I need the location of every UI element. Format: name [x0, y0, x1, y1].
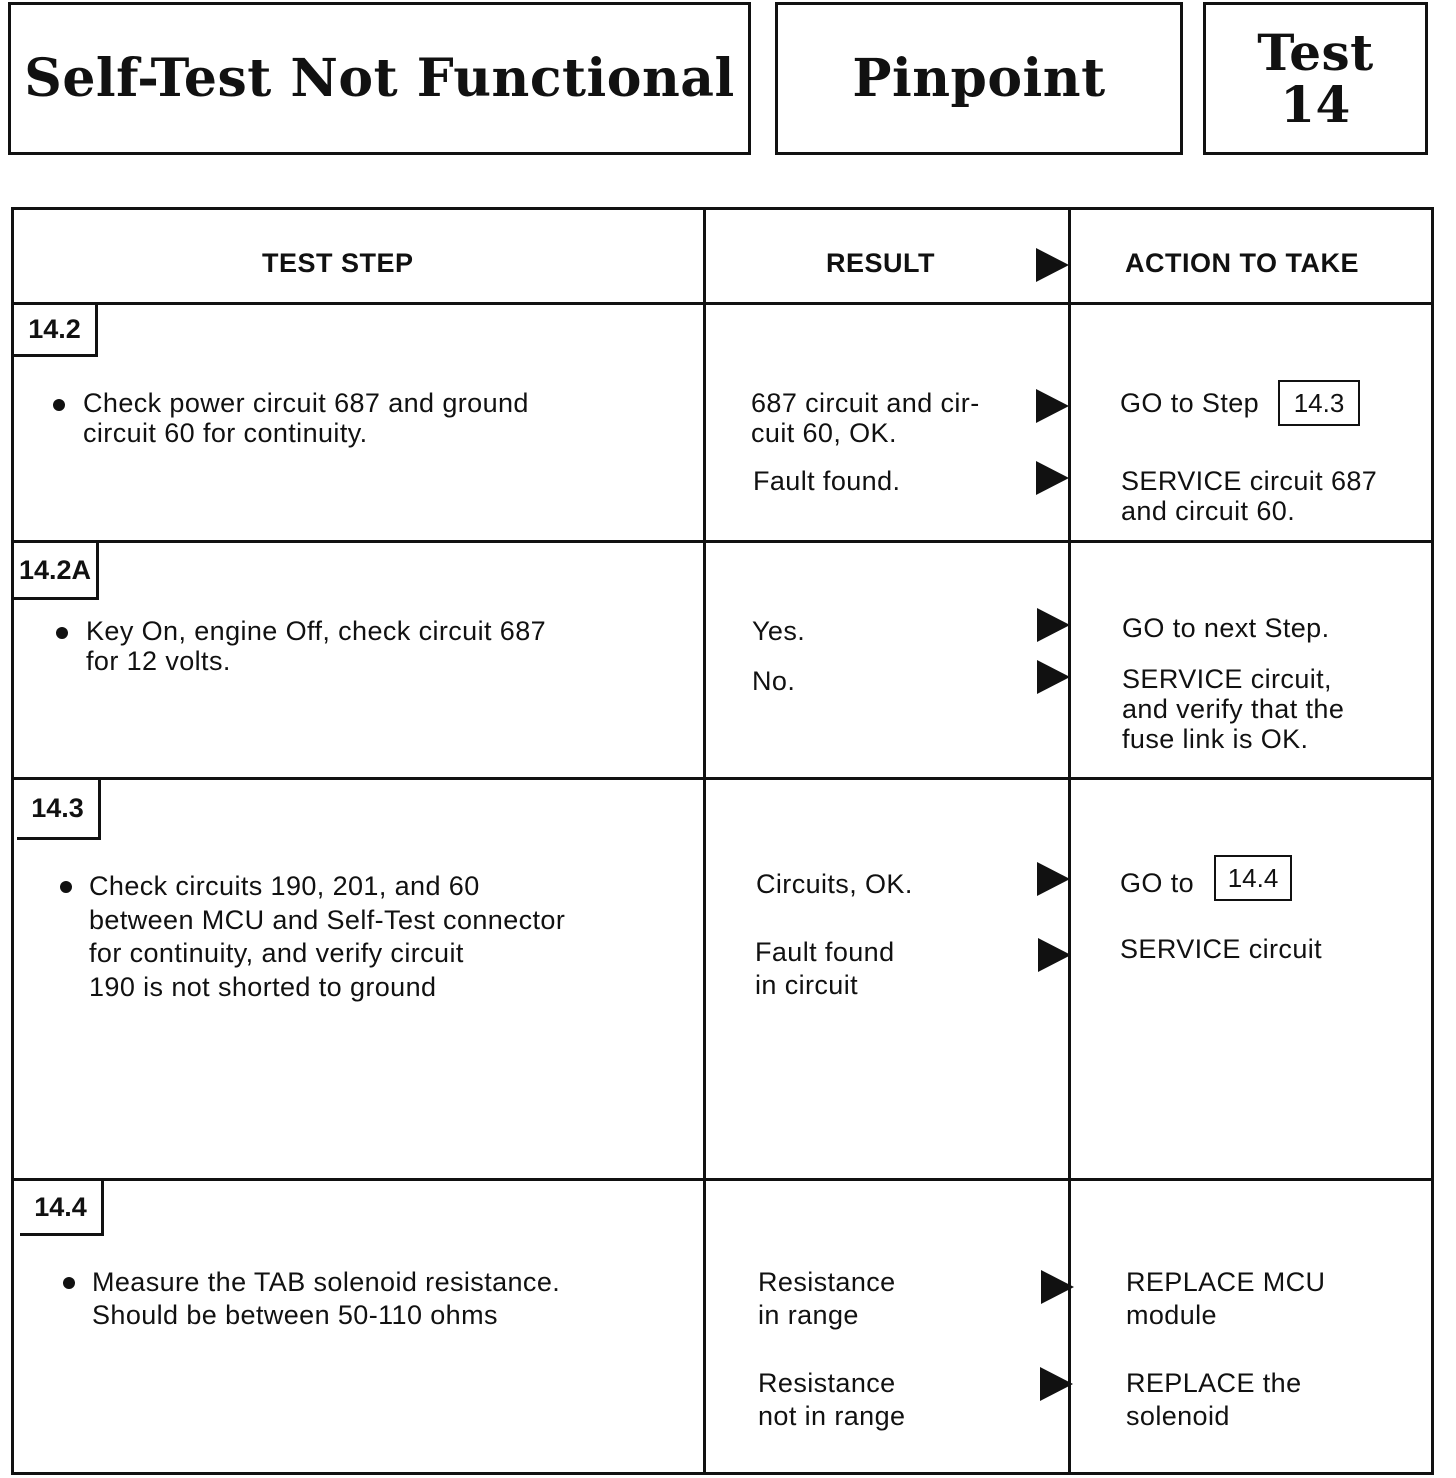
step-reference-box: 14.4 [1214, 855, 1292, 901]
column-header-test-step: TEST STEP [262, 248, 414, 278]
arrow-icon [1037, 862, 1070, 896]
column-header-action: ACTION TO TAKE [1125, 248, 1359, 278]
result-text: Circuits, OK. [756, 869, 913, 899]
arrow-icon [1036, 248, 1069, 282]
test-step-instruction: Key On, engine Off, check circuit 687 for 12 volts. [86, 616, 547, 676]
bullet-icon [53, 399, 65, 411]
section-label-box [775, 2, 1183, 155]
arrow-icon [1036, 389, 1069, 423]
result-text: Fault found. [753, 466, 901, 496]
action-text: SERVICE circuit [1120, 934, 1323, 964]
result-text: Fault found in circuit [755, 937, 895, 1000]
test-step-instruction: Measure the TAB solenoid resistance. Should be between 50-110 ohms [92, 1267, 561, 1330]
bullet-icon [63, 1277, 75, 1289]
step-number-box: 14.3 [17, 780, 101, 840]
step-number-box: 14.2A [14, 543, 99, 600]
test-number: 14 [1280, 74, 1351, 134]
step-number-box: 14.4 [20, 1181, 104, 1236]
test-step-instruction: Check circuits 190, 201, and 60 between MCU and Self-Test connector for continuity, and verify circuit 190 is not shorted to ground [89, 871, 566, 1002]
arrow-icon [1040, 1367, 1073, 1401]
test-label: Test [1257, 22, 1374, 82]
row-divider [11, 1178, 1434, 1181]
action-text: SERVICE circuit 687 and circuit 60. [1121, 466, 1378, 526]
bullet-icon [56, 627, 68, 639]
column-header-result: RESULT [826, 248, 935, 278]
result-text: 687 circuit and cir- cuit 60, OK. [751, 388, 980, 448]
arrow-icon [1036, 461, 1069, 495]
action-text: REPLACE the solenoid [1126, 1368, 1302, 1431]
action-text: GO to [1120, 868, 1195, 898]
header-row-divider [11, 302, 1434, 305]
result-text: Resistance not in range [758, 1368, 906, 1431]
arrow-icon [1038, 938, 1071, 972]
row-divider [11, 540, 1434, 543]
result-text: Resistance in range [758, 1267, 896, 1330]
row-divider [11, 777, 1434, 780]
bullet-icon [60, 881, 72, 893]
action-text: GO to next Step. [1122, 613, 1330, 643]
arrow-icon [1037, 608, 1070, 642]
column-divider-result [703, 207, 706, 1475]
result-text: Yes. [752, 616, 806, 646]
section-label: Pinpoint [852, 48, 1106, 109]
arrow-icon [1037, 660, 1070, 694]
action-text: SERVICE circuit, and verify that the fuse link is OK. [1122, 664, 1345, 754]
page-title-box [8, 2, 751, 155]
step-number-box: 14.2 [14, 305, 98, 357]
test-number-box [1203, 2, 1428, 155]
arrow-icon [1041, 1270, 1074, 1304]
result-text: No. [752, 666, 796, 696]
page-title: Self-Test Not Functional [24, 48, 735, 109]
action-text: GO to Step [1120, 388, 1260, 418]
step-reference-box: 14.3 [1278, 380, 1360, 426]
action-text: REPLACE MCU module [1126, 1267, 1326, 1330]
test-step-instruction: Check power circuit 687 and ground circuit 60 for continuity. [83, 388, 529, 448]
